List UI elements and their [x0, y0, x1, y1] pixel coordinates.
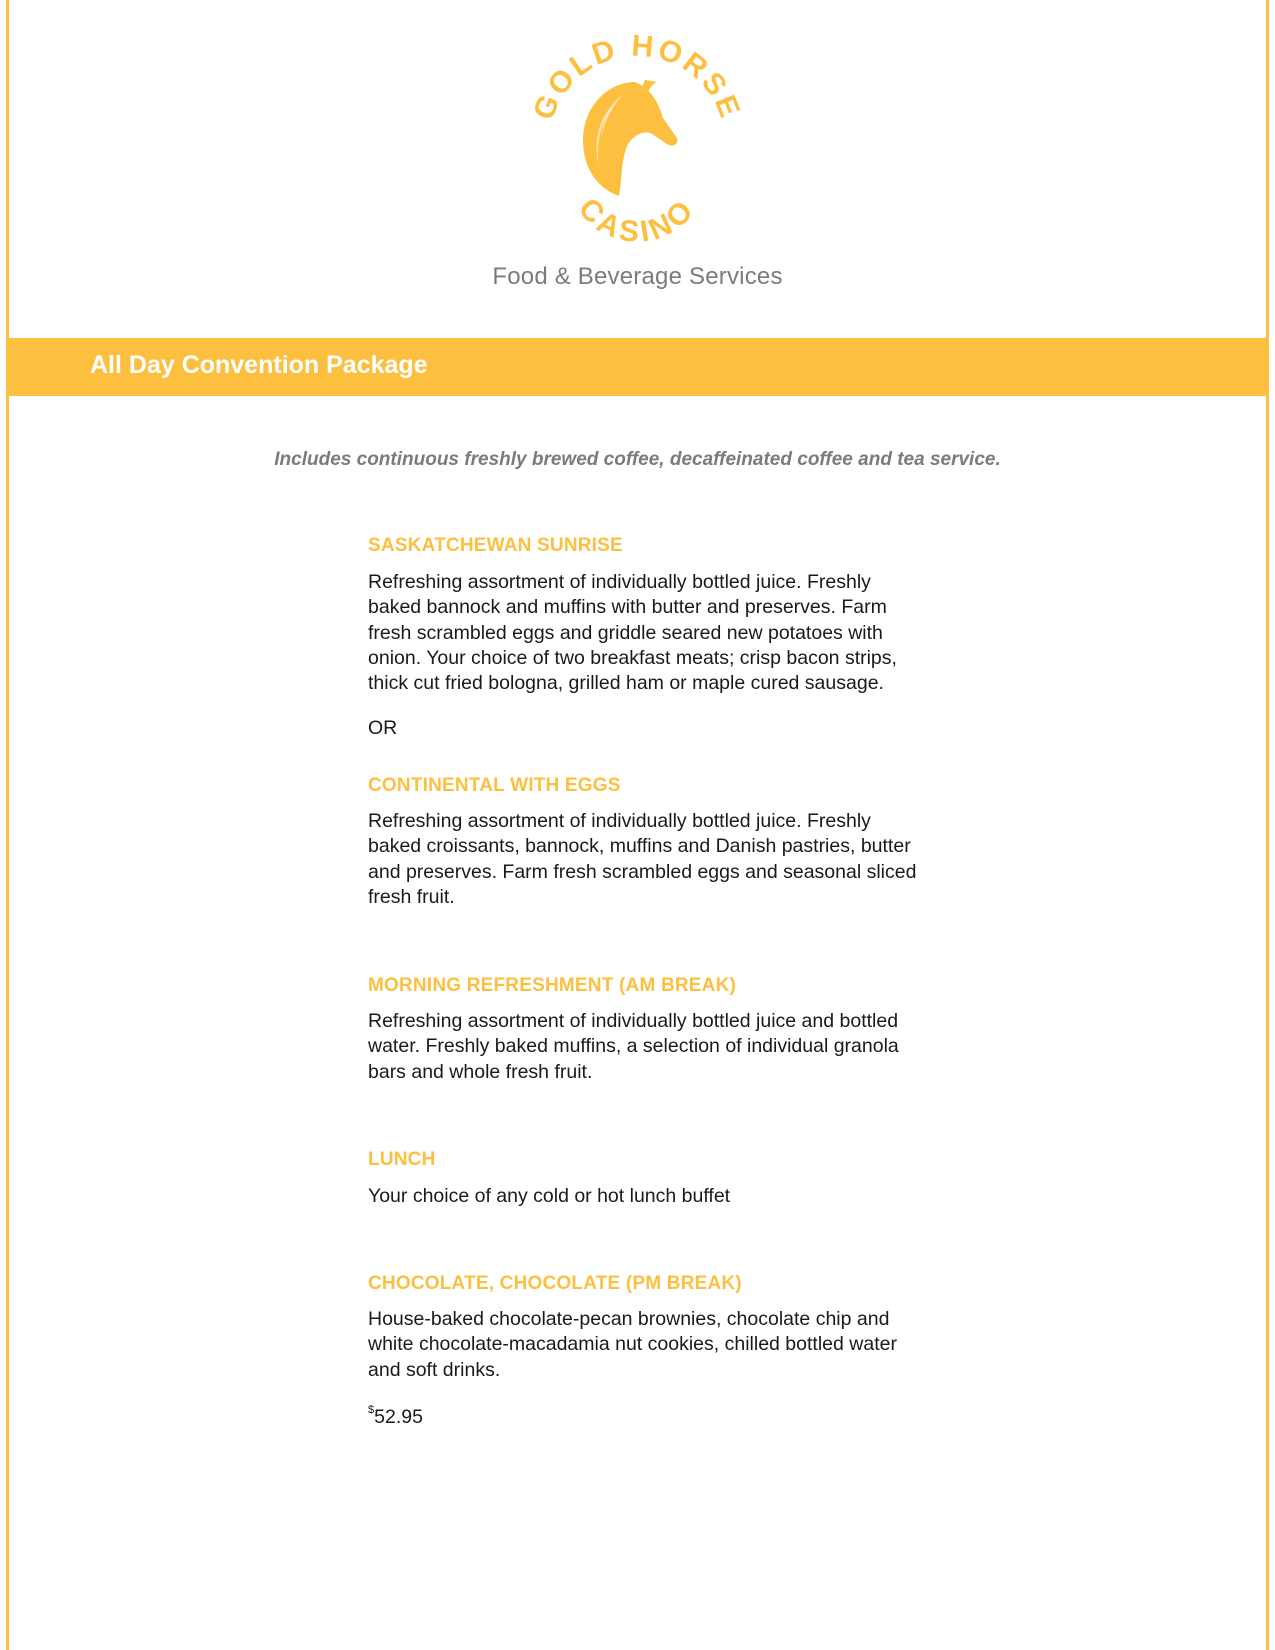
section-description: Refreshing assortment of individually bottled juice. Freshly baked bannock and muffins with butter and preserves. Farm fresh scrambled eggs and griddle seared new potatoes with onion. Your choice of two breakfast meats; crisp bacon strips, thick cut fried bologna, grilled ham or maple cured sausage.	[368, 571, 897, 695]
section-title: SASKATCHEWAN SUNRISE	[368, 535, 623, 556]
horse-head-icon	[583, 80, 677, 196]
price-amount: 52.95	[374, 1406, 423, 1428]
or-separator: OR	[368, 717, 398, 739]
header-banner	[6, 338, 1269, 396]
gold-horse-casino-logo	[527, 32, 747, 252]
price	[368, 1406, 423, 1429]
logo-bottom-text: CASINO	[571, 191, 703, 250]
section-title: LUNCH	[368, 1149, 436, 1170]
section-title: CONTINENTAL WITH EGGS	[368, 775, 621, 796]
section-description: Refreshing assortment of individually bottled juice and bottled water. Freshly baked muffins, a selection of individual granola bars and whole fresh fruit.	[368, 1010, 899, 1083]
section-title: CHOCOLATE, CHOCOLATE (PM BREAK)	[368, 1273, 742, 1294]
page-title: All Day Convention Package	[90, 351, 428, 379]
subtitle: Food & Beverage Services	[492, 263, 783, 290]
price-currency: $	[368, 1404, 375, 1416]
section-description: House-baked chocolate-pecan brownies, chocolate chip and white chocolate-macadamia nut cookies, chilled bottled water and soft drinks.	[368, 1308, 897, 1381]
section-description: Your choice of any cold or hot lunch buffet	[368, 1185, 731, 1207]
section-description: Refreshing assortment of individually bottled juice. Freshly baked croissants, bannock, muffins and Danish pastries, butter and preserves. Farm fresh scrambled eggs and seasonal sliced fresh fruit.	[368, 810, 917, 908]
section-title: MORNING REFRESHMENT (AM BREAK)	[368, 975, 737, 996]
intro-text: Includes continuous freshly brewed coffee, decaffeinated coffee and tea service.	[274, 449, 1001, 470]
logo-top-text: GOLD HORSE	[527, 32, 747, 125]
